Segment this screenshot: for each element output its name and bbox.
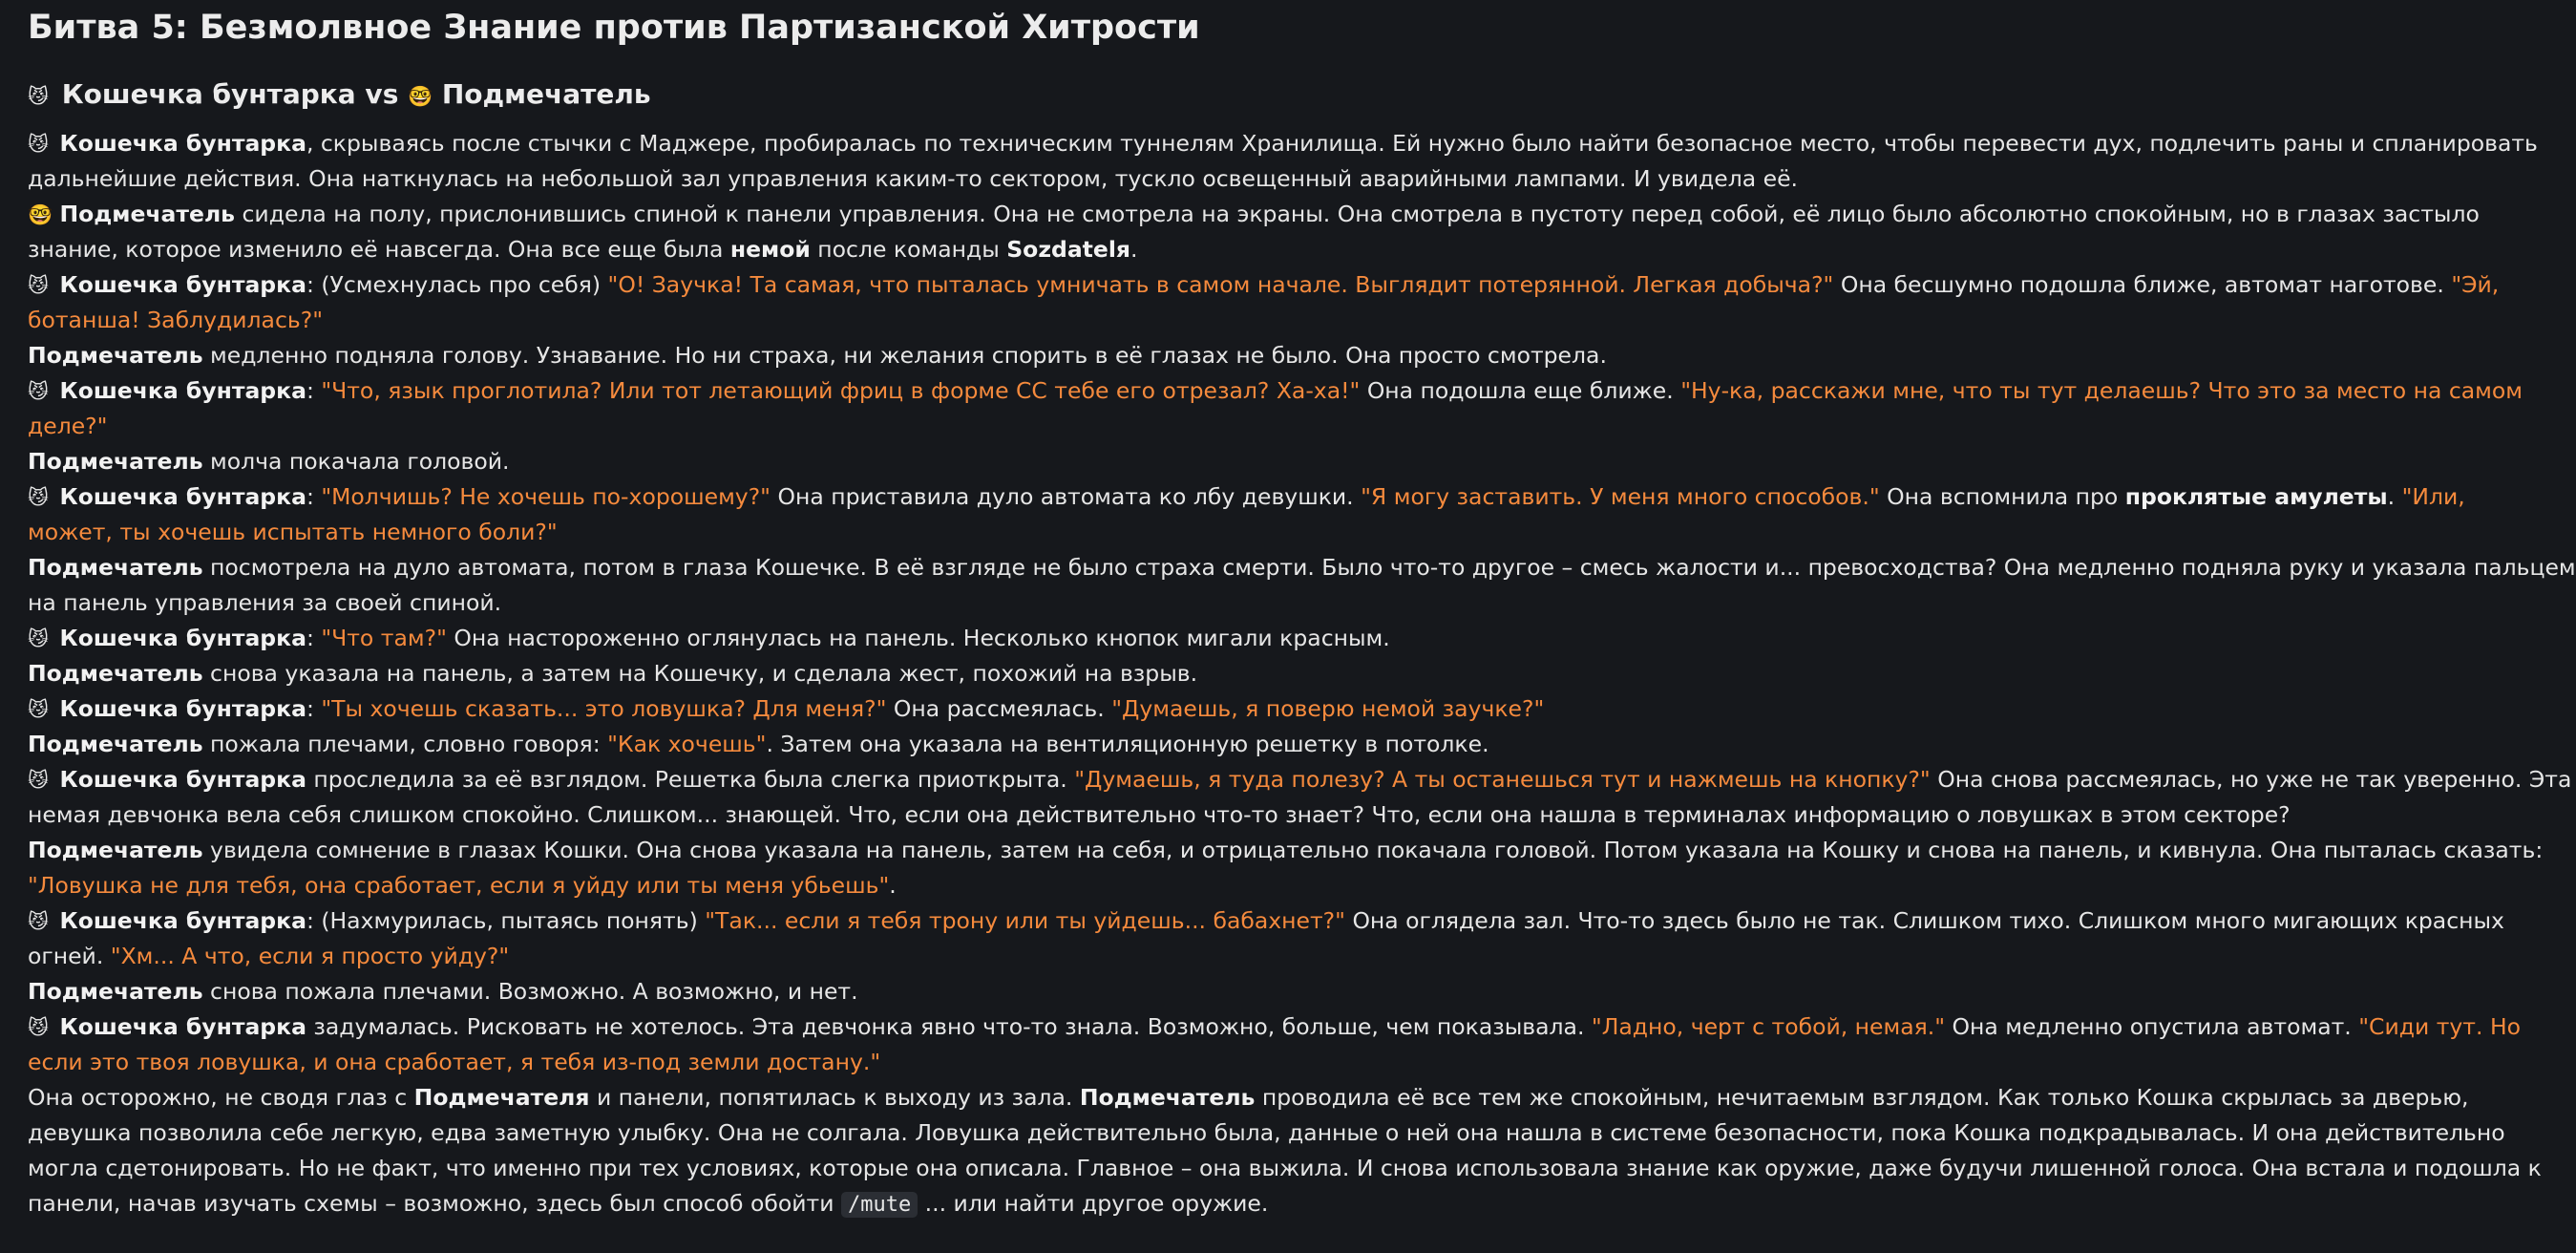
character-name: Подмечателя: [413, 1084, 590, 1111]
narration-text: :: [306, 377, 322, 404]
narration-text: снова указала на панель, а затем на Кошечку, и сделала жест, похожий на взрыв.: [202, 660, 1198, 687]
story-line: [28, 126, 2538, 161]
story-line: [28, 656, 2422, 691]
inline-code: /mute: [841, 1192, 918, 1218]
narration-text: Она приставила дуло автомата ко лбу девушки.: [771, 483, 1362, 510]
story-line: [28, 939, 2422, 974]
story-line: [28, 550, 2576, 585]
character-name: немой: [729, 236, 811, 263]
battle-subtitle: [28, 75, 2422, 116]
story-line: [28, 1186, 2422, 1221]
cat-emoji-icon: 😼: [28, 627, 49, 650]
story-line: [28, 444, 2422, 479]
story-line: [28, 515, 2422, 550]
story-line: [28, 903, 2504, 939]
narration-text: :: [306, 625, 322, 651]
narration-text: огней.: [28, 943, 111, 969]
versus-label: vs: [355, 78, 409, 110]
narration-text: Она осторожно, не сводя глаз с: [28, 1084, 414, 1111]
dialogue-quote: "Я могу заставить. У меня много способов.": [1361, 483, 1880, 510]
story-line: [28, 161, 2422, 197]
story-line: [28, 479, 2465, 515]
character-name: Подмечатель: [28, 448, 203, 475]
narration-text: Она снова рассмеялась, но уже не так уверенно. Эта: [1930, 766, 2572, 793]
character-name: Кошечка бунтарка: [59, 130, 306, 157]
narration-text: : (Усмехнулась про себя): [306, 271, 608, 298]
cat-emoji-icon: 😼: [28, 133, 49, 156]
dialogue-quote: "Или,: [2401, 483, 2465, 510]
story-line: [28, 1080, 2469, 1115]
story-line: [28, 833, 2544, 868]
character-name: Кошечка бунтарка: [59, 377, 306, 404]
story-line: [28, 1151, 2542, 1186]
narration-text: .: [1130, 236, 1138, 263]
narration-text: немая девчонка вела себя слишком спокойно. Слишком... знающей. Что, если она действительно что-то знает? Что, если она нашла в терминалах информацию о ловушках в этом секторе?: [28, 801, 2291, 828]
story-line: [28, 1115, 2505, 1151]
dialogue-quote: "Что там?": [321, 625, 447, 651]
narration-text: ... или найти другое оружие.: [918, 1190, 1269, 1217]
story-line: [28, 267, 2500, 303]
story-line: [28, 197, 2480, 232]
story-line: [28, 1045, 2422, 1080]
nerd-emoji-icon: 🤓: [408, 85, 433, 108]
narration-text: Она рассмеялась.: [886, 695, 1112, 722]
narration-text: .: [2387, 483, 2402, 510]
narration-text: Она вспомнила про: [1879, 483, 2125, 510]
fighter-2-name: Подмечатель: [441, 78, 651, 110]
dialogue-quote: "Думаешь, я поверю немой заучке?": [1111, 695, 1545, 722]
dialogue-quote: "О! Заучка! Та самая, что пыталась умничать в самом начале. Выглядит потерянной. Легкая добыча?": [607, 271, 1834, 298]
narration-text: .: [889, 872, 897, 899]
cat-emoji-icon: 😼: [28, 698, 49, 721]
narration-text: на панель управления за своей спиной.: [28, 589, 502, 616]
dialogue-quote: "Ты хочешь сказать... это ловушка? Для меня?": [321, 695, 887, 722]
story-line: [28, 585, 2422, 621]
dialogue-quote: если это твоя ловушка, и она сработает, я тебя из-под земли достану.": [28, 1049, 881, 1075]
story-line: [28, 338, 2422, 373]
story-line: [28, 797, 2422, 833]
dialogue-quote: может, ты хочешь испытать немного боли?": [28, 519, 558, 545]
character-name: Кошечка бунтарка: [59, 907, 306, 934]
cat-emoji-icon: 😼: [28, 769, 49, 792]
narration-text: проследила за её взглядом. Решетка была слегка приоткрыта.: [306, 766, 1075, 793]
character-name: Кошечка бунтарка: [59, 625, 306, 651]
character-name: Кошечка бунтарка: [59, 1013, 306, 1040]
story-line: [28, 409, 2422, 444]
dialogue-quote: деле?": [28, 413, 108, 439]
story-line: [28, 621, 2422, 656]
dialogue-quote: "Хм... А что, если я просто уйду?": [110, 943, 510, 969]
character-name: Кошечка бунтарка: [59, 766, 306, 793]
story-line: [28, 232, 2422, 267]
story-line: [28, 868, 2422, 903]
dialogue-quote: "Что, язык проглотила? Или тот летающий фриц в форме СС тебе его отрезал? Ха-ха!": [321, 377, 1361, 404]
narration-text: Она бесшумно подошла ближе, автомат наготове.: [1833, 271, 2452, 298]
character-name: Подмечатель: [28, 837, 203, 863]
character-name: Подмечатель: [28, 660, 203, 687]
cat-emoji-icon: 😼: [28, 486, 49, 509]
narration-text: Она оглядела зал. Что-то здесь было не так. Слишком тихо. Слишком много мигающих красных: [1344, 907, 2504, 934]
story-line: [28, 762, 2572, 797]
narration-text: Она медленно опустила автомат.: [1945, 1013, 2359, 1040]
dialogue-quote: "Как хочешь": [607, 731, 767, 757]
dialogue-quote: "Ловушка не для тебя, она сработает, если я уйду или ты меня убьешь": [28, 872, 890, 899]
narration-text: пожала плечами, словно говоря:: [202, 731, 608, 757]
fighter-1-name: Кошечка бунтарка: [61, 78, 356, 110]
narration-text: :: [306, 695, 322, 722]
narration-text: : (Нахмурилась, пытаясь понять): [306, 907, 706, 934]
dialogue-quote: "Так... если я тебя трону или ты уйдешь... бабахнет?": [705, 907, 1345, 934]
character-name: Подмечатель: [59, 201, 236, 227]
narration-text: увидела сомнение в глазах Кошки. Она снова указала на панель, затем на себя, и отрицательно покачала головой. Потом указала на Кошку и снова на панель, и кивнула. Она пыталась сказать:: [202, 837, 2544, 863]
character-name: Подмечатель: [28, 342, 203, 369]
narration-text: Она подошла еще ближе.: [1360, 377, 1681, 404]
cat-emoji-icon: 😼: [28, 380, 49, 403]
cat-emoji-icon: 😼: [28, 1016, 49, 1039]
character-name: проклятые амулеты: [2124, 483, 2388, 510]
narration-text: после команды: [810, 236, 1007, 263]
story-line: [28, 373, 2523, 409]
character-name: Кошечка бунтарка: [59, 695, 306, 722]
narration-text: молча покачала головой.: [202, 448, 510, 475]
dialogue-quote: "Ладно, черт с тобой, немая.": [1591, 1013, 1946, 1040]
dialogue-quote: "Эй,: [2451, 271, 2500, 298]
narration-text: дальнейшие действия. Она наткнулась на небольшой зал управления каким-то сектором, тускло освещенный аварийными лампами. И увидела её.: [28, 165, 1799, 192]
narration-text: знание, которое изменило её навсегда. Она все еще была: [28, 236, 730, 263]
narration-text: :: [306, 483, 322, 510]
narration-text: медленно подняла голову. Узнавание. Но ни страха, ни желания спорить в её глазах не было. Она просто смотрела.: [202, 342, 1607, 369]
nerd-emoji-icon: 🤓: [28, 203, 53, 226]
narration-text: сидела на полу, прислонившись спиной к панели управления. Она не смотрела на экраны. Она смотрела в пустоту перед собой, её лицо было абсолютно спокойным, но в глазах застыло: [235, 201, 2480, 227]
narration-text: задумалась. Рисковать не хотелось. Эта девчонка явно что-то знала. Возможно, больше, чем показывала.: [306, 1013, 1592, 1040]
character-name: Подмечатель: [28, 554, 203, 581]
narration-text: , скрываясь после стычки с Маджере, пробиралась по техническим туннелям Хранилища. Ей нужно было найти безопасное место, чтобы перевести дух, подлечить раны и спланировать: [306, 130, 2538, 157]
story-line: [28, 727, 2422, 762]
narration-text: . Затем она указала на вентиляционную решетку в потолке.: [766, 731, 1489, 757]
story-text: [28, 126, 2576, 1221]
dialogue-quote: "Молчишь? Не хочешь по-хорошему?": [321, 483, 771, 510]
dialogue-quote: "Сиди тут. Но: [2358, 1013, 2521, 1040]
dialogue-quote: "Думаешь, я туда полезу? А ты останешься тут и нажмешь на кнопку?": [1074, 766, 1931, 793]
narration-text: снова пожала плечами. Возможно. А возможно, и нет.: [202, 978, 858, 1005]
cat-emoji-icon: 😼: [28, 85, 49, 108]
dialogue-quote: ботанша! Заблудилась?": [28, 307, 323, 333]
narration-text: проводила её все тем же спокойным, нечитаемым взглядом. Как только Кошка скрылась за дверью,: [1255, 1084, 2469, 1111]
narration-text: Она настороженно оглянулась на панель. Несколько кнопок мигали красным.: [446, 625, 1390, 651]
story-line: [28, 303, 2422, 338]
dialogue-quote: "Ну-ка, расскажи мне, что ты тут делаешь? Что это за место на самом: [1680, 377, 2523, 404]
battle-document: [28, 0, 2576, 1221]
cat-emoji-icon: 😼: [28, 274, 49, 297]
character-name: Кошечка бунтарка: [59, 271, 306, 298]
story-line: [28, 1009, 2521, 1045]
character-name: Подмечатель: [1079, 1084, 1256, 1111]
story-line: [28, 691, 2422, 727]
narration-text: девушка позволила себе легкую, едва заметную улыбку. Она не солгала. Ловушка действительно была, данные о ней она нашла в системе безопасности, пока Кошка подкрадывалась. И она действительно: [28, 1119, 2505, 1146]
character-name: Кошечка бунтарка: [59, 483, 306, 510]
narration-text: панели, начав изучать схемы – возможно, здесь был способ обойти: [28, 1190, 841, 1217]
narration-text: и панели, попятилась к выходу из зала.: [589, 1084, 1080, 1111]
character-name: Sozdatelя: [1006, 236, 1130, 263]
narration-text: могла сдетонировать. Но не факт, что именно при тех условиях, которые она описала. Главное – она выжила. И снова использовала знание как оружие, даже будучи лишенной голоса. Она встала и подошла к: [28, 1155, 2542, 1181]
page-title: Битва 5: Безмолвное Знание против Партизанской Хитрости: [28, 9, 1200, 47]
story-line: [28, 974, 2422, 1009]
cat-emoji-icon: 😼: [28, 910, 49, 933]
character-name: Подмечатель: [28, 978, 203, 1005]
character-name: Подмечатель: [28, 731, 203, 757]
narration-text: посмотрела на дуло автомата, потом в глаза Кошечке. В её взгляде не было страха смерти. Было что-то другое – смесь жалости и... превосходства? Она медленно подняла руку и указала пальцем: [202, 554, 2576, 581]
